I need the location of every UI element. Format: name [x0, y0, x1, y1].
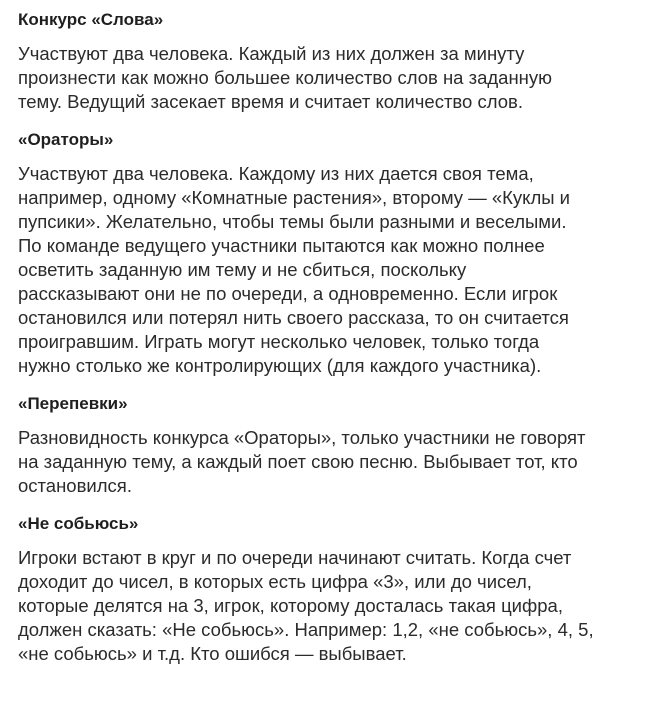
section-slova: [18, 8, 659, 114]
section-perepevki: [18, 392, 659, 498]
section-paragraph: Игроки встают в круг и по очереди начинают считать. Когда счет доходит до чисел, в которых есть цифра «3», или до чисел, которые делятся на 3, игрок, которому досталась такая цифра, должен сказать: «Не собьюсь». Например: 1,2, «не собьюсь», 4, 5, «не собьюсь» и т.д. Кто ошибся — выбывает.: [18, 547, 594, 664]
section-paragraph: Участвуют два человека. Каждый из них должен за минуту произнести как можно большее количество слов на заданную тему. Ведущий засекает время и считает количество слов.: [18, 43, 553, 112]
section-paragraph: Участвуют два человека. Каждому из них дается своя тема, например, одному «Комнатные растения», второму — «Куклы и пупсики». Желательно, чтобы темы были разными и веселыми. По команде ведущего участники пытаются как можно полнее осветить заданную им тему и не сбиться, поскольку рассказывают они не по очереди, а одновременно. Если игрок остановился или потерял нить своего рассказа, то он считается проигравшим. Играть могут несколько человек, только тогда нужно столько же контролирующих (для каждого участника).: [18, 163, 571, 376]
section-title: «Перепевки»: [18, 394, 128, 413]
section-paragraph: Разновидность конкурса «Ораторы», только участники не говорят на заданную тему, а каждый поет свою песню. Выбывает тот, кто остановился.: [18, 427, 586, 496]
section-title: Конкурс «Слова»: [18, 10, 164, 29]
section-ne-sobyus: [18, 512, 659, 666]
section-title: «Не собьюсь»: [18, 514, 139, 533]
section-title: «Ораторы»: [18, 130, 114, 149]
section-oratory: [18, 128, 659, 378]
